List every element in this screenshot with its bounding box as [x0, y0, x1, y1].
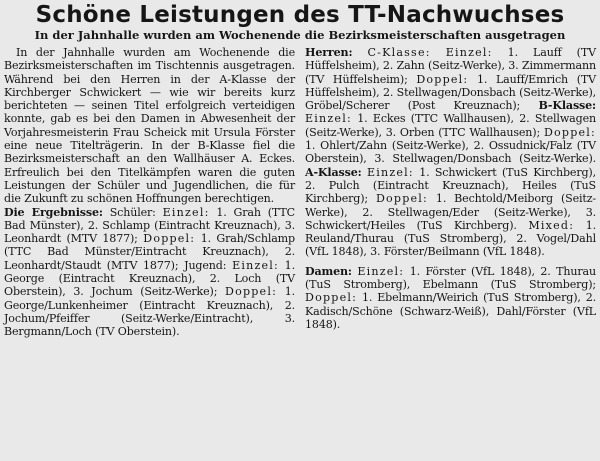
- einzel-label: Einzel:: [162, 205, 210, 219]
- einzel-label: Einzel:: [305, 112, 352, 126]
- c-einzel-results: 1. Lauff (TV Hüffelsheim), 2. Zahn (Seitz-Werke), 3. Zimmermann (TV Hüffelsheim);: [305, 46, 596, 86]
- doppel-label: Doppel:: [543, 125, 596, 139]
- right-column: [305, 46, 596, 339]
- doppel-label: Doppel:: [224, 285, 278, 299]
- doppel-label: Doppel:: [416, 72, 469, 86]
- jugend-label: Jugend:: [184, 258, 227, 272]
- mixed-results: 1. Reuland/Thurau (TuS Stromberg), 2. Vogel/Dahl (VfL 1848), 3. Förster/Beilmann (VfL 1848).: [305, 218, 596, 259]
- b-klasse-label: B-Klasse:: [538, 99, 596, 113]
- schueler-einzel-results: 1. Grah (TTC Bad Münster), 2. Schlamp (Eintracht Kreuznach), 3. Leonhardt (MTV 1877);: [4, 205, 295, 246]
- einzel-label: Einzel:: [366, 165, 414, 179]
- doppel-label: Doppel:: [375, 192, 428, 206]
- b-einzel-results: 1. Eckes (TTC Wallhausen), 2. Stellwagen (Seitz-Werke), 3. Orben (TTC Wallhausen);: [305, 112, 596, 139]
- jugend-doppel-results: 1. George/Lunkenheimer (Eintracht Kreuznach), 2. Jochum/Pfeiffer (Seitz-Werke/Eintracht), 3. Bergmann/Loch (TV Oberstein).: [4, 285, 295, 339]
- headline: Schöne Leistungen des TT-Nachwuchses: [35, 2, 565, 28]
- subheadline: In der Jahnhalle wurden am Wochenende die Bezirksmeisterschaften ausgetragen: [34, 28, 566, 42]
- schueler-label: Schüler:: [109, 205, 156, 219]
- c-klasse-label: C-Klasse:: [367, 46, 431, 59]
- doppel-label: Doppel:: [143, 232, 196, 246]
- b-doppel-results: 1. Ohlert/Zahn (Seitz-Werke), 2. Ossudnick/Falz (TV Oberstein), 3. Stellwagen/Donsbach (Seitz-Werke).: [305, 139, 596, 166]
- left-column: [4, 46, 295, 339]
- results-schueler: [4, 206, 295, 339]
- results-heading: Die Ergebnisse:: [4, 205, 103, 219]
- results-damen: [305, 265, 596, 331]
- a-doppel-results: 1. Bechtold/Meiborg (Seitz-Werke), 2. Stellwagen/Eder (Seitz-Werke), 3. Schwickert/Heiles (TuS Kirchberg).: [305, 192, 596, 232]
- einzel-label: Einzel:: [232, 258, 279, 272]
- a-einzel-results: 1. Schwickert (TuS Kirchberg), 2. Pulch (Eintracht Kreuznach), Heiles (TuS Kirchberg);: [305, 165, 596, 206]
- jugend-einzel-results: 1. George (Eintracht Kreuznach), 2. Loch (TV Oberstein), 3. Jochum (Seitz-Werke);: [4, 258, 295, 299]
- einzel-label: Einzel:: [445, 46, 493, 59]
- doppel-label: Doppel:: [305, 291, 358, 305]
- damen-einzel-results: 1. Förster (VfL 1848), 2. Thurau (TuS Stromberg), Ebelmann (TuS Stromberg);: [305, 264, 596, 292]
- herren-label: Herren:: [305, 46, 353, 59]
- c-doppel-results: 1. Lauff/Emrich (TV Hüffelsheim), 2. Stellwagen/Donsbach (Seitz-Werke), Gröbel/Scherer (Post Kreuznach);: [305, 72, 596, 113]
- schueler-doppel-results: 1. Grah/Schlamp (TTC Bad Münster/Eintracht Kreuznach), 2. Leonhardt/Staudt (MTV 1877);: [4, 232, 295, 272]
- intro-paragraph: In der Jahnhalle wurden am Wochenende die Bezirksmeisterschaften im Tischtennis ausgetragen. Während bei den Herren in der A-Klasse der Kirchberger Schwickert — wie wir bereits kurz berichteten — seinen Titel erfolgreich verteidigen konnte, gab es bei den Damen in Abwesenheit der Vorjahresmeisterin Frau Scheick mit Ursula Förster eine neue Titelträgerin. In der B-Klasse fiel die Bezirksmeisterschaft an den Wallhäuser A. Eckes. Erfreulich bei den Titelkämpfen waren die guten Leistungen der Schüler und Jugendlichen, die für die Zukunft zu schönen Hoffnungen berechtigen.: [4, 46, 295, 206]
- a-klasse-label: A-Klasse:: [305, 165, 362, 179]
- mixed-label: Mixed:: [528, 218, 575, 232]
- results-herren: [305, 46, 596, 259]
- damen-doppel-results: 1. Ebelmann/Weirich (TuS Stromberg), 2. Kadisch/Schöne (Schwarz-Weiß), Dahl/Förster (VfL 1848).: [305, 291, 596, 331]
- article-body: [4, 46, 596, 339]
- einzel-label: Einzel:: [357, 264, 405, 278]
- damen-label: Damen:: [305, 264, 352, 278]
